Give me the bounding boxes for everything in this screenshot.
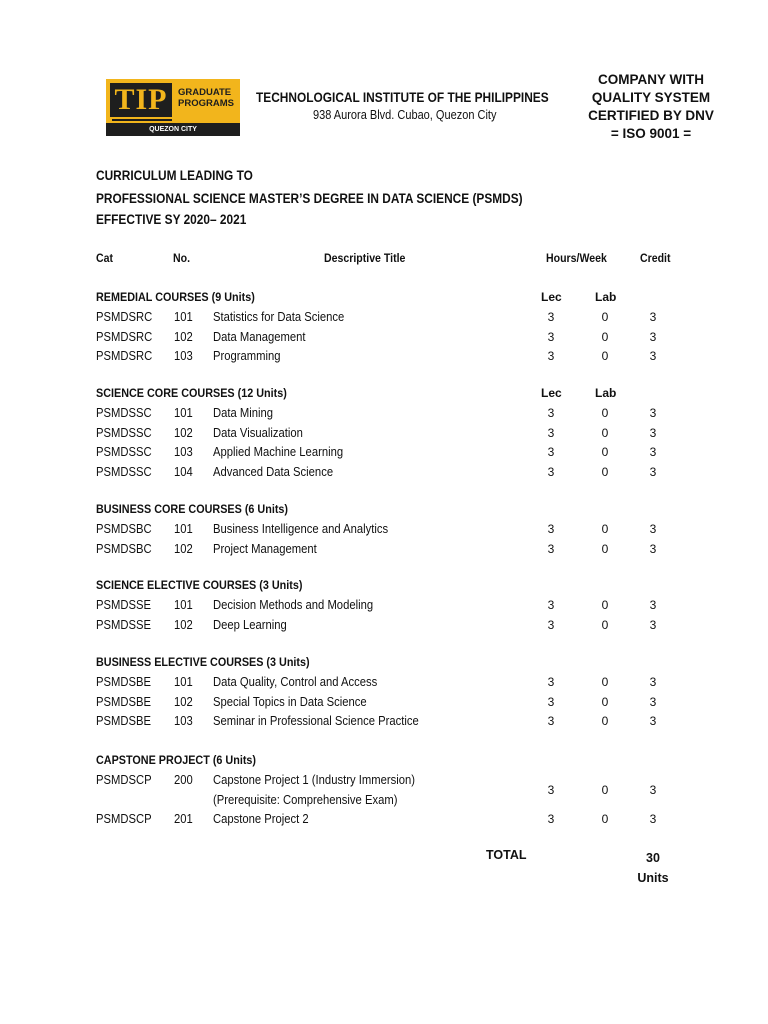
- certification-line: COMPANY WITH: [598, 72, 704, 87]
- lecture-hours: 3: [547, 541, 555, 556]
- lecture-hours: 3: [547, 329, 555, 344]
- course-credit: 3: [649, 445, 657, 460]
- course-category: PSMDSSC: [96, 425, 152, 440]
- course-number: 104: [174, 465, 193, 480]
- course-title: Data Mining: [213, 406, 274, 420]
- degree-title: PROFESSIONAL SCIENCE MASTER’S DEGREE IN DATA SCIENCE (PSMDS): [96, 191, 523, 206]
- section-title: CAPSTONE PROJECT (6 Units): [96, 753, 257, 767]
- curriculum-heading: CURRICULUM LEADING TO: [96, 168, 253, 183]
- section-title: REMEDIAL COURSES (9 Units): [96, 290, 255, 304]
- certification-line: CERTIFIED BY DNV: [588, 108, 714, 123]
- course-credit: 3: [649, 349, 657, 364]
- lab-hours: 0: [601, 812, 609, 827]
- course-title: Seminar in Professional Science Practice: [213, 714, 419, 729]
- course-title: Capstone Project 2: [213, 812, 309, 827]
- course-category: PSMDSRC: [96, 329, 153, 344]
- lab-hours: 0: [601, 465, 609, 480]
- course-title: Business Intelligence and Analytics: [213, 522, 389, 536]
- course-number: 101: [174, 406, 193, 420]
- column-header-credit: Credit: [640, 251, 671, 265]
- course-number: 101: [174, 598, 193, 612]
- logo-city: QUEZON CITY: [106, 123, 240, 136]
- certification-line: = ISO 9001 =: [610, 126, 692, 141]
- course-category: PSMDSSE: [96, 598, 152, 612]
- course-number: 101: [174, 310, 193, 324]
- institution-address: 938 Aurora Blvd. Cubao, Quezon City: [313, 108, 497, 122]
- course-number: 103: [174, 349, 193, 364]
- effective-year: EFFECTIVE SY 2020– 2021: [96, 212, 247, 227]
- course-credit: 3: [649, 675, 657, 689]
- lab-hours: 0: [601, 675, 609, 689]
- course-category: PSMDSCP: [96, 812, 152, 827]
- course-category: PSMDSBE: [96, 694, 152, 709]
- lecture-hours: 3: [547, 465, 555, 480]
- lecture-hours: 3: [547, 445, 555, 460]
- lecture-hours: 3: [547, 675, 555, 689]
- lab-hours: 0: [601, 617, 609, 632]
- lecture-hours: 3: [547, 406, 555, 420]
- tip-logo: [106, 79, 240, 136]
- section-title: SCIENCE ELECTIVE COURSES (3 Units): [96, 578, 303, 592]
- course-number: 103: [174, 714, 193, 729]
- lab-hours: 0: [601, 406, 609, 420]
- logo-program: [178, 87, 234, 109]
- lab-hours: 0: [601, 445, 609, 460]
- course-title: Advanced Data Science: [213, 465, 334, 480]
- lab-hours: 0: [601, 329, 609, 344]
- course-number: 200: [174, 773, 193, 787]
- course-credit: 3: [649, 782, 657, 797]
- course-credit: 3: [649, 522, 657, 536]
- course-number: 102: [174, 329, 193, 344]
- lecture-hours: 3: [547, 694, 555, 709]
- lecture-hours: 3: [547, 349, 555, 364]
- lab-hours: 0: [601, 425, 609, 440]
- course-credit: 3: [649, 617, 657, 632]
- logo-program-line1: GRADUATE: [178, 87, 232, 98]
- course-credit: 3: [649, 425, 657, 440]
- section-title: SCIENCE CORE COURSES (12 Units): [96, 386, 287, 400]
- course-category: PSMDSBC: [96, 541, 152, 556]
- course-credit: 3: [649, 329, 657, 344]
- course-title: Data Visualization: [213, 425, 303, 440]
- course-title: Data Quality, Control and Access: [213, 675, 378, 689]
- logo-letters: TIP: [110, 83, 172, 117]
- course-category: PSMDSSE: [96, 617, 152, 632]
- lab-hours: 0: [601, 310, 609, 324]
- institution-name: TECHNOLOGICAL INSTITUTE OF THE PHILIPPINES: [256, 89, 549, 105]
- certification-line: QUALITY SYSTEM: [591, 90, 711, 105]
- column-header-hours: Hours/Week: [546, 251, 607, 265]
- course-category: PSMDSBC: [96, 522, 152, 536]
- total-value: 30: [646, 851, 660, 865]
- course-category: PSMDSRC: [96, 310, 153, 324]
- total-unit: Units: [637, 871, 669, 885]
- course-title: Project Management: [213, 541, 317, 556]
- course-credit: 3: [649, 714, 657, 729]
- column-header-title: Descriptive Title: [324, 251, 406, 265]
- course-number: 102: [174, 694, 193, 709]
- course-category: PSMDSSC: [96, 465, 152, 480]
- course-number: 103: [174, 445, 193, 460]
- subheader-lec: Lec: [541, 386, 562, 400]
- course-credit: 3: [649, 598, 657, 612]
- course-number: 101: [174, 522, 193, 536]
- course-credit: 3: [649, 541, 657, 556]
- course-title: Decision Methods and Modeling: [213, 598, 374, 612]
- course-number: 201: [174, 812, 193, 827]
- column-header-no: No.: [173, 251, 191, 265]
- lecture-hours: 3: [547, 782, 555, 797]
- lab-hours: 0: [601, 541, 609, 556]
- lecture-hours: 3: [547, 812, 555, 827]
- course-prerequisite: (Prerequisite: Comprehensive Exam): [213, 792, 398, 807]
- total-label: TOTAL: [486, 848, 527, 862]
- course-number: 102: [174, 425, 193, 440]
- section-title: BUSINESS CORE COURSES (6 Units): [96, 502, 289, 516]
- course-title: Data Management: [213, 329, 306, 344]
- course-title: Capstone Project 1 (Industry Immersion): [213, 773, 415, 787]
- lecture-hours: 3: [547, 714, 555, 729]
- lecture-hours: 3: [547, 310, 555, 324]
- lab-hours: 0: [601, 782, 609, 797]
- course-category: PSMDSSC: [96, 445, 152, 460]
- lecture-hours: 3: [547, 617, 555, 632]
- course-category: PSMDSBE: [96, 675, 152, 689]
- course-credit: 3: [649, 310, 657, 324]
- lab-hours: 0: [601, 598, 609, 612]
- course-title: Statistics for Data Science: [213, 310, 345, 324]
- lab-hours: 0: [601, 714, 609, 729]
- total-credits: [637, 848, 669, 888]
- subheader-lab: Lab: [595, 290, 617, 304]
- course-number: 101: [174, 675, 193, 689]
- course-credit: 3: [649, 406, 657, 420]
- lab-hours: 0: [601, 522, 609, 536]
- lab-hours: 0: [601, 694, 609, 709]
- course-category: PSMDSSC: [96, 406, 152, 420]
- subheader-lab: Lab: [595, 386, 617, 400]
- course-number: 102: [174, 617, 193, 632]
- course-credit: 3: [649, 465, 657, 480]
- logo-divider: [112, 119, 172, 121]
- lecture-hours: 3: [547, 598, 555, 612]
- course-category: PSMDSBE: [96, 714, 152, 729]
- course-credit: 3: [649, 812, 657, 827]
- course-category: PSMDSRC: [96, 349, 153, 364]
- logo-program-line2: PROGRAMS: [178, 98, 234, 109]
- course-title: Programming: [213, 349, 281, 364]
- course-title: Deep Learning: [213, 617, 287, 632]
- lab-hours: 0: [601, 349, 609, 364]
- certification-block: [583, 71, 719, 143]
- lecture-hours: 3: [547, 425, 555, 440]
- section-title: BUSINESS ELECTIVE COURSES (3 Units): [96, 655, 310, 669]
- course-title: Special Topics in Data Science: [213, 694, 367, 709]
- course-credit: 3: [649, 694, 657, 709]
- course-title: Applied Machine Learning: [213, 445, 344, 460]
- course-number: 102: [174, 541, 193, 556]
- course-category: PSMDSCP: [96, 773, 152, 787]
- subheader-lec: Lec: [541, 290, 562, 304]
- column-header-cat: Cat: [96, 251, 114, 265]
- lecture-hours: 3: [547, 522, 555, 536]
